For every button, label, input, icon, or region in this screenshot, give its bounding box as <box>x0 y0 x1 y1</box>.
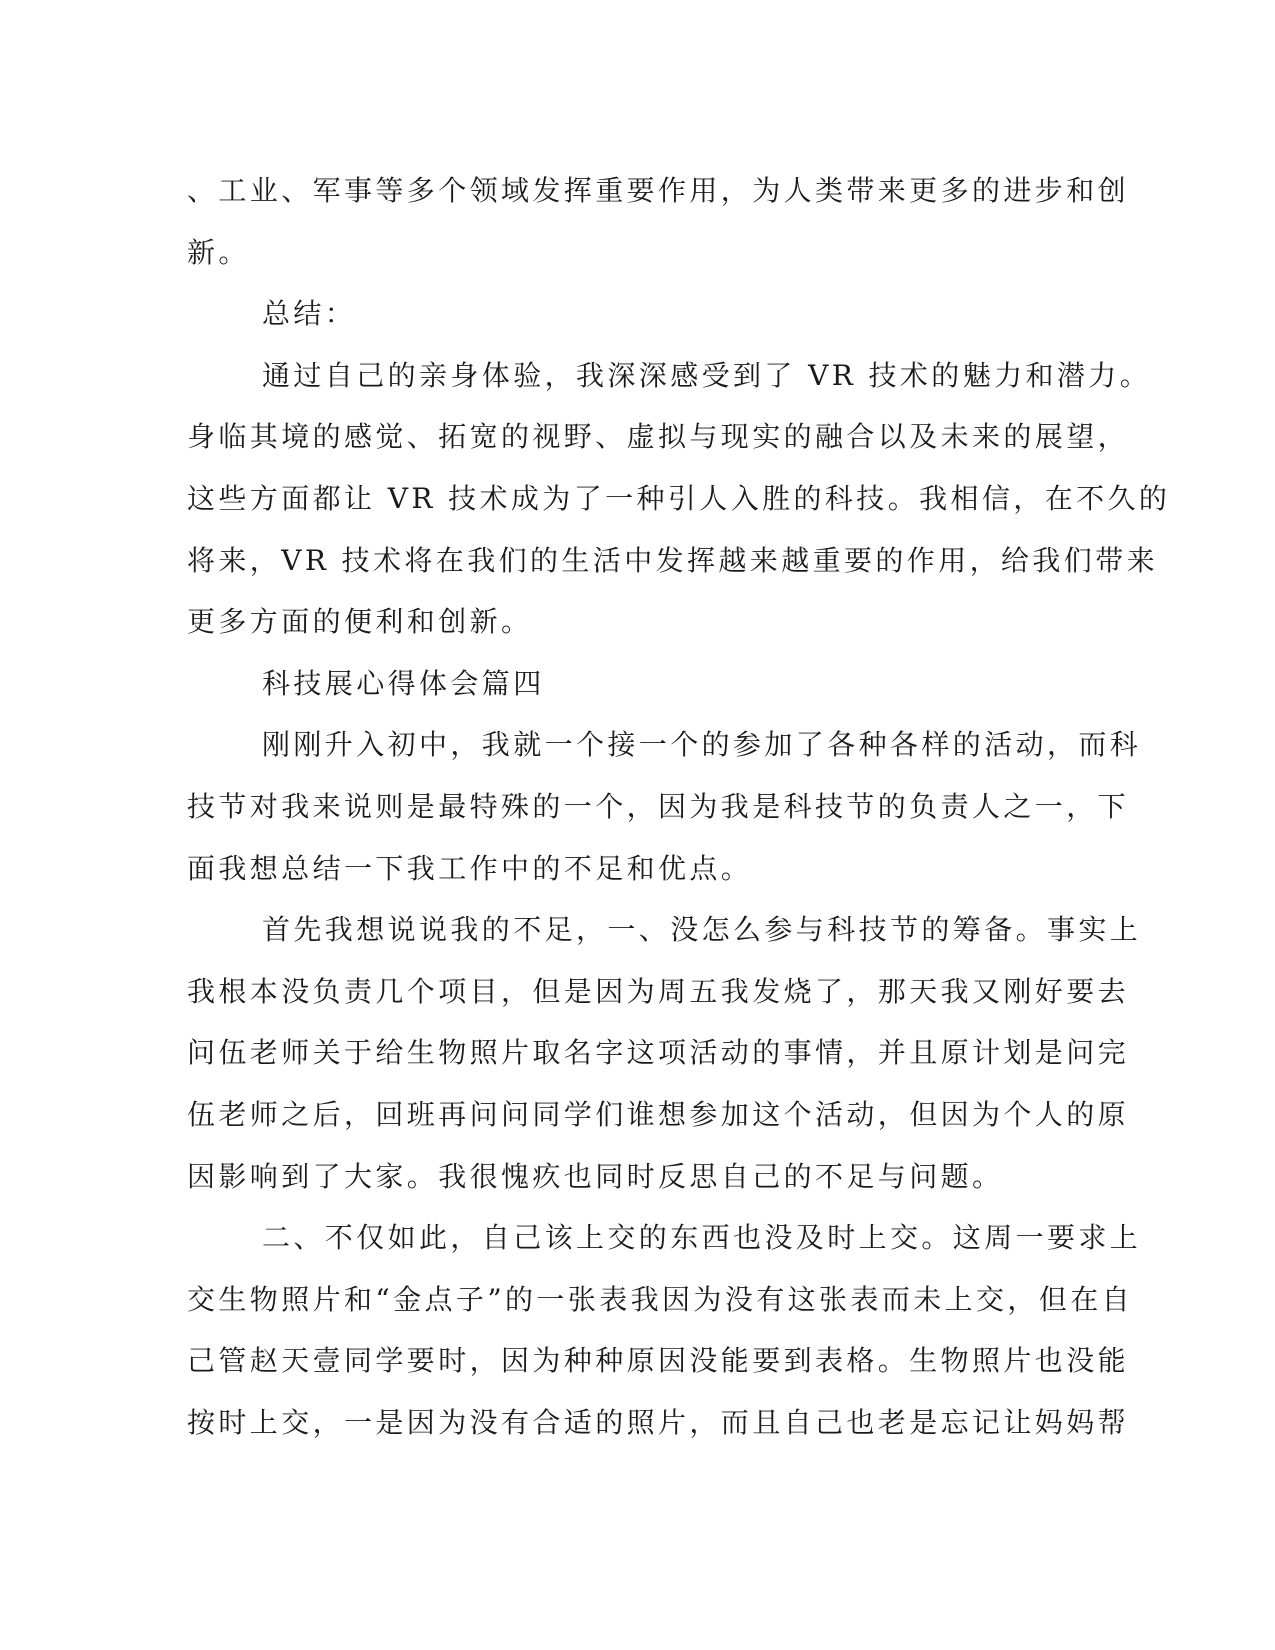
text-line: 交生物照片和“金点子”的一张表我因为没有这张表而未上交，但在自 <box>187 1282 1134 1316</box>
text-line: 己管赵天壹同学要时，因为种种原因没能要到表格。生物照片也没能 <box>187 1344 1130 1378</box>
text-line: 我根本没负责几个项目，但是因为周五我发烧了，那天我又刚好要去 <box>187 974 1130 1008</box>
text-line: 伍老师之后，回班再问问同学们谁想参加这个活动，但因为个人的原 <box>187 1097 1130 1131</box>
section-heading: 总结： <box>262 297 357 331</box>
text-line: 将来，VR 技术将在我们的生活中发挥越来越重要的作用，给我们带来 <box>187 543 1159 577</box>
text-line: 因影响到了大家。我很愧疚也同时反思自己的不足与问题。 <box>187 1159 1004 1193</box>
text-line: 面我想总结一下我工作中的不足和优点。 <box>187 851 753 885</box>
text-line: 新。 <box>187 235 250 269</box>
text-line: 这些方面都让 VR 技术成为了一种引人入胜的科技。我相信，在不久的 <box>187 481 1171 515</box>
text-line: 通过自己的亲身体验，我深深感受到了 VR 技术的魅力和潜力。 <box>262 358 1152 392</box>
text-line: 、工业、军事等多个领域发挥重要作用，为人类带来更多的进步和创 <box>187 174 1130 207</box>
text-line: 二、不仅如此，自己该上交的东西也没及时上交。这周一要求上 <box>262 1221 1142 1255</box>
text-line: 刚刚升入初中，我就一个接一个的参加了各种各样的活动，而科 <box>262 728 1142 762</box>
text-line: 身临其境的感觉、拓宽的视野、虚拟与现实的融合以及未来的展望， <box>187 420 1130 454</box>
text-line: 首先我想说说我的不足，一、没怎么参与科技节的筹备。事实上 <box>262 913 1142 947</box>
text-line: 按时上交，一是因为没有合适的照片，而且自己也老是忘记让妈妈帮 <box>187 1405 1130 1439</box>
text-line: 更多方面的便利和创新。 <box>187 605 533 639</box>
text-line: 问伍老师关于给生物照片取名字这项活动的事情，并且原计划是问完 <box>187 1036 1130 1070</box>
section-heading: 科技展心得体会篇四 <box>262 666 545 700</box>
document-body <box>187 160 1171 1453</box>
text-line: 技节对我来说则是最特殊的一个，因为我是科技节的负责人之一，下 <box>187 789 1130 823</box>
